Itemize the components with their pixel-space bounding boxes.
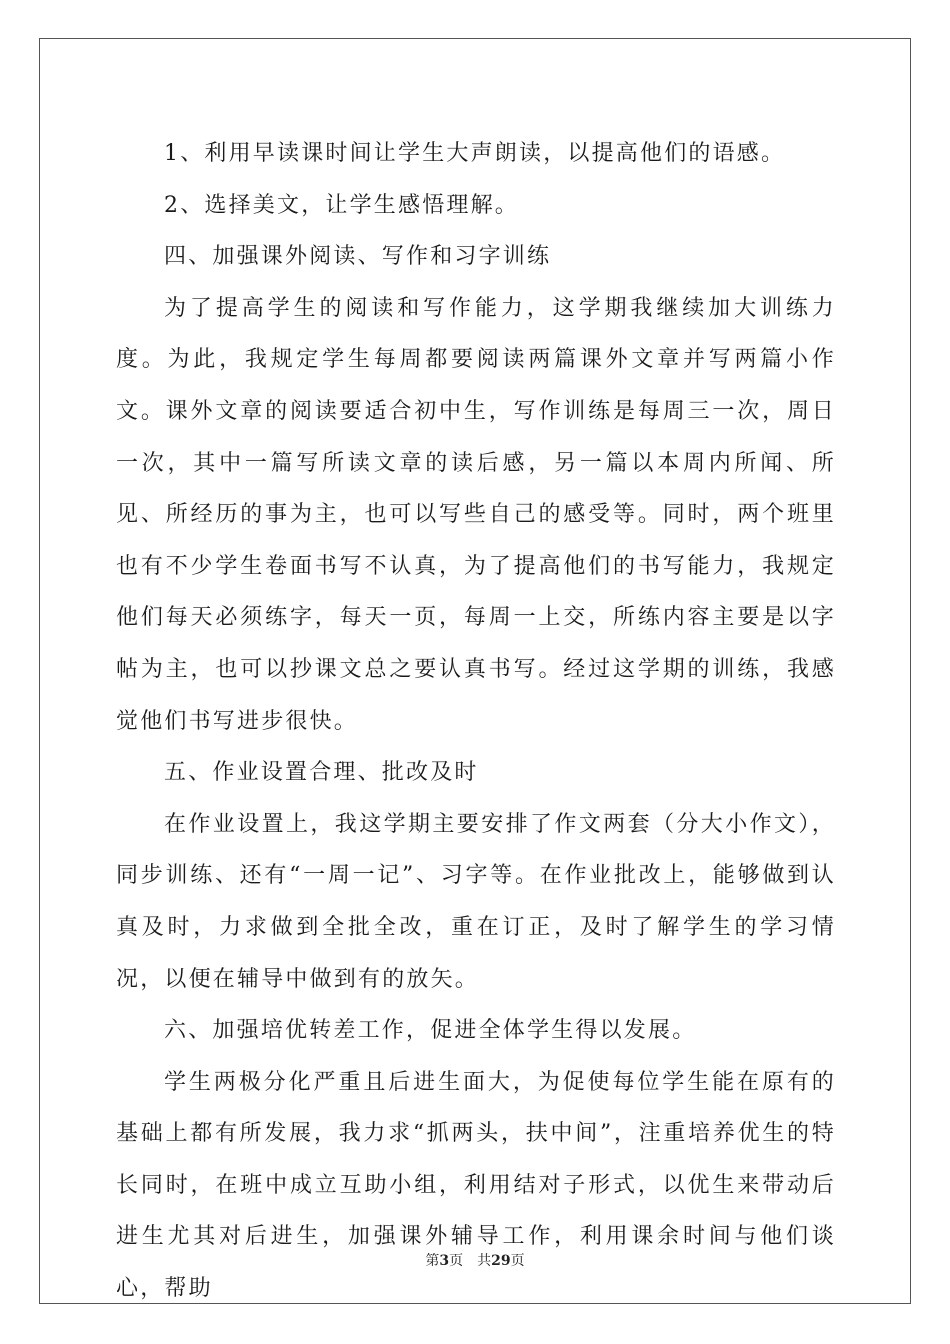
footer-page-current: 3 [439,1253,450,1269]
document-body [116,128,836,1315]
footer-page-prefix: 第 [425,1253,440,1269]
section-heading-4: 四、加强课外阅读、写作和习字训练 [164,244,552,270]
paragraph-tutoring: 学生两极分化严重且后进生面大，为促使每位学生能在原有的基础上都有所发展，我力求“抓两头，扶中间”，注重培养优生的特长同时，在班中成立互助小组，利用结对子形式，以优生来带动后进生尤其对后进生，加强课外辅导工作，利用课余时间与他们谈心，帮助 [116,1069,836,1302]
footer-page-unit: 页 [449,1253,464,1269]
page-footer [0,1250,950,1270]
paragraph-1: 1、利用早读课时间让学生大声朗读，以提高他们的语感。 [164,141,786,166]
section-heading-5: 五、作业设置合理、批改及时 [164,760,479,786]
section-heading-6: 六、加强培优转差工作，促进全体学生得以发展。 [164,1018,697,1044]
footer-total-unit: 页 [510,1253,525,1269]
paragraph-reading-writing: 为了提高学生的阅读和写作能力，这学期我继续加大训练力度。为此，我规定学生每周都要阅读两篇课外文章并写两篇小作文。课外文章的阅读要适合初中生，写作训练是每周三一次，周日一次，其中一篇写所读文章的读后感，另一篇以本周内所闻、所见、所经历的事为主，也可以写些自己的感受等。同时，两个班里也有不少学生卷面书写不认真，为了提高他们的书写能力，我规定他们每天必须练字，每天一页，每周一上交，所练内容主要是以字帖为主，也可以抄课文总之要认真书写。经过这学期的训练，我感觉他们书写进步很快。 [116,295,836,734]
footer-total-prefix: 共 [477,1253,492,1269]
paragraph-homework: 在作业设置上，我这学期主要安排了作文两套（分大小作文），同步训练、还有“一周一记”、习字等。在作业批改上，能够做到认真及时，力求做到全批全改，重在订正，及时了解学生的学习情况，以便在辅导中做到有的放矢。 [116,811,836,992]
paragraph-2: 2、选择美文，让学生感悟理解。 [164,192,519,218]
footer-page-total: 29 [491,1253,511,1269]
